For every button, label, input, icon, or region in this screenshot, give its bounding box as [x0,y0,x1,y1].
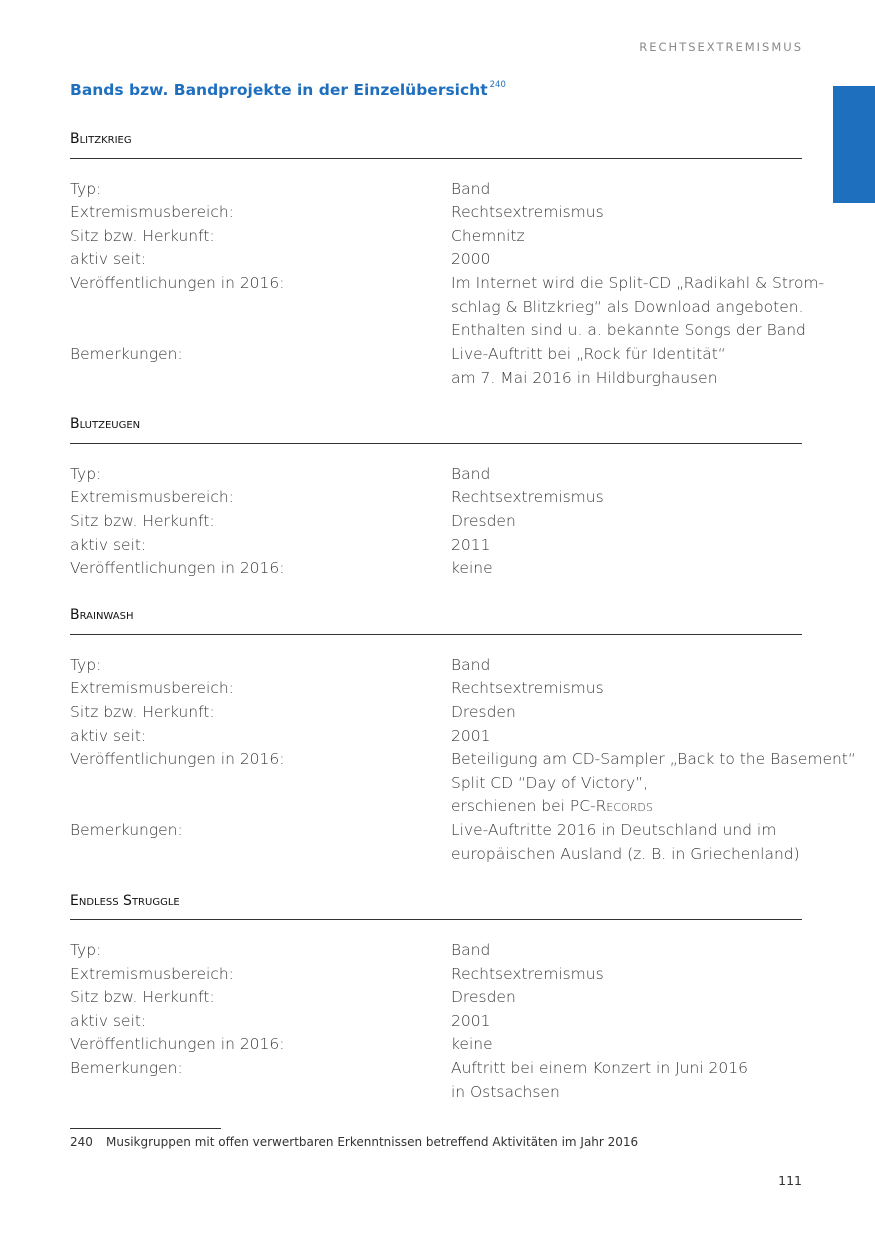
footnote-text: Musikgruppen mit offen verwertbaren Erkenntnissen betreffend Aktivitäten im Jahr 2016 [106,1135,639,1149]
row-label: Typ: [70,180,102,198]
row-label: Typ: [70,941,102,959]
footnote [70,1135,638,1149]
value-line [451,795,811,819]
row-value [451,819,811,866]
row-value [451,272,825,343]
footnote-divider [70,1128,221,1129]
page-number: 111 [778,1173,802,1188]
value-line: Chemnitz [451,227,525,245]
band-name: Endless Struggle [70,893,180,909]
row-value [451,343,811,390]
band-divider [70,919,802,920]
value-line: schlag & Blitzkrieg“ als Download angeboten. [451,297,804,316]
row-value [451,677,811,701]
row-label: Sitz bzw. Herkunft: [70,988,215,1006]
footnote-reference: 240 [489,80,506,90]
band-divider [70,634,802,635]
row-value [451,654,811,678]
row-label: aktiv seit: [70,250,147,268]
row-label: aktiv seit: [70,727,147,745]
row-value [451,1057,811,1104]
value-line: Dresden [451,703,516,721]
value-line: Band [451,465,491,483]
value-line: Dresden [451,988,516,1006]
row-label: Extremismusbereich: [70,679,234,697]
row-label: Extremismusbereich: [70,203,234,221]
band-name: Blitzkrieg [70,131,132,147]
value-line: Band [451,656,491,674]
value-line: am 7. Mai 2016 in Hildburghausen [451,368,718,387]
row-label: Typ: [70,656,102,674]
row-label: Bemerkungen: [70,345,183,363]
row-value [451,463,811,487]
value-line: Live-Auftritt bei „Rock für Identität“ [451,345,726,363]
value-line: Live-Auftritte 2016 in Deutschland und im [451,821,777,839]
row-label: Veröffentlichungen in 2016: [70,559,285,577]
value-line: keine [451,1035,493,1053]
running-header: RECHTSEXTREMISMUS [639,40,803,54]
value-line: Rechtsextremismus [451,203,604,221]
value-line: Rechtsextremismus [451,679,604,697]
row-value [451,557,811,581]
row-value [451,1033,811,1057]
value-line: Split CD “Day of Victory”, [451,773,649,792]
row-label: Sitz bzw. Herkunft: [70,512,215,530]
row-value [451,248,811,272]
value-line: 2001 [451,1012,491,1030]
value-line: Dresden [451,512,516,530]
value-line: 2000 [451,250,491,268]
value-line: Band [451,941,491,959]
row-value [451,225,811,249]
value-line: Rechtsextremismus [451,965,604,983]
row-value [451,178,811,202]
row-label: Bemerkungen: [70,1059,183,1077]
chapter-tab [833,86,875,203]
row-value [451,986,811,1010]
value-line: Rechtsextremismus [451,488,604,506]
row-value [451,1010,811,1034]
row-value [451,534,811,558]
value-line: in Ostsachsen [451,1082,560,1101]
row-label: aktiv seit: [70,536,147,554]
row-value [451,939,811,963]
row-label: aktiv seit: [70,1012,147,1030]
value-text: erschienen bei PC- [451,797,596,815]
band-name: Brainwash [70,607,134,623]
value-line: 2011 [451,536,491,554]
value-line: europäischen Ausland (z. B. in Griechenland) [451,844,800,863]
row-label: Sitz bzw. Herkunft: [70,703,215,721]
value-line: Band [451,180,491,198]
row-value [451,510,811,534]
row-label: Extremismusbereich: [70,488,234,506]
row-value [451,201,811,225]
row-value [451,963,811,987]
row-label: Veröffentlichungen in 2016: [70,750,285,768]
row-label: Typ: [70,465,102,483]
label-name: Records [595,797,653,815]
row-value [451,486,811,510]
band-divider [70,443,802,444]
band-name: Blutzeugen [70,416,141,432]
row-label: Bemerkungen: [70,821,183,839]
section-title [70,80,506,99]
row-label: Veröffentlichungen in 2016: [70,1035,285,1053]
row-value [451,748,856,819]
row-label: Extremismusbereich: [70,965,234,983]
row-label: Sitz bzw. Herkunft: [70,227,215,245]
row-value [451,701,811,725]
value-line: keine [451,559,493,577]
row-value [451,725,811,749]
value-line: Im Internet wird die Split-CD „Radikahl & Strom- [451,274,825,292]
band-divider [70,158,802,159]
section-title-text: Bands bzw. Bandprojekte in der Einzelübersicht [70,81,488,99]
footnote-number: 240 [70,1135,93,1149]
value-line: 2001 [451,727,491,745]
row-label: Veröffentlichungen in 2016: [70,274,285,292]
value-line: Enthalten sind u. a. bekannte Songs der Band [451,321,806,339]
value-line: Beteiligung am CD-Sampler „Back to the Basement“ [451,750,856,768]
value-line: Auftritt bei einem Konzert in Juni 2016 [451,1059,748,1077]
